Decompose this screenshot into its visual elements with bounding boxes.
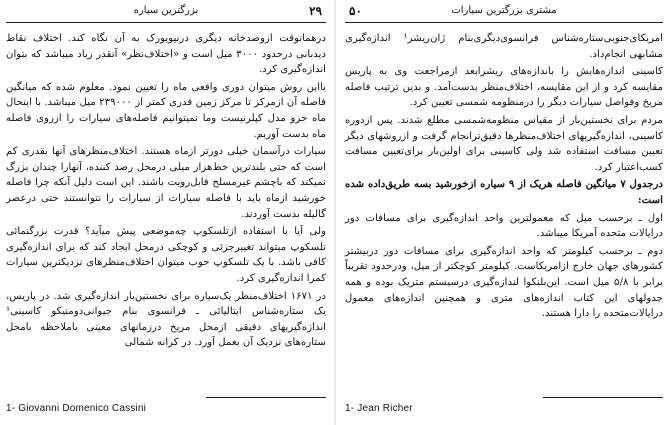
right-paragraph-6: دوم ـ برحسب کیلومتر که واحد اندازه‌گیری برای مسافات دور دربیشتر کشورهای جهان خارج ازامریکاست. کیلومتر کوچکتر از میل، ودرحدود تقریباً برابر با ۵/۸ میل است. این‌بلنکوا لندازه‌گیری درسیستم متریک بوده و همه جدولهای این کتاب اندازه‌های متری و همچنین اندازه‌های معمول درایالات‌متحده را دارا هستند. (345, 245, 663, 320)
left-paragraph-5: در ۱۶۷۱ اختلاف‌منظر یک‌سیاره برای نخستین‌بار اندازه‌گیری شد. در پاریس، یک ستاره‌شناس ایتالیائی ـ فرانسوی بنام جیوانی‌دومنیکو کاسینی¹ اندازه‌گیریهای دقیقی ازمحل مریخ درزمانهای معینی باملاحظه بامحل ستاره‌های نزدیک آن بعمل آورد. در کرانه شمالی (6, 290, 326, 349)
right-footnote-area (345, 397, 663, 421)
left-footnote-area (6, 397, 326, 421)
right-page-body (345, 31, 663, 322)
right-page-number: ۵۰ (349, 4, 362, 18)
left-running-head: بزرگترین سیاره (133, 5, 199, 16)
left-paragraph-2: بااین روش میتوان دوری واقعی ماه را تعیین نمود. معلوم شده که میانگین فاصله آن ازمرکز تا مرکز زمین قدری کمتر از ۲۳۹۰۰۰ میل میباشد. با اینحال ماه جزو مدل کپلرنیست وما نمیتوانیم فاصله‌های سیارات را ازروی فاصله ماه بدست آوریم. (6, 81, 326, 140)
right-paragraph-5: اول ـ برحسب میل که معمولترین واحد اندازه‌گیری برای مسافات دور درایالات متحده آمریکا میباشد. (345, 212, 663, 240)
left-footnote-rule (206, 397, 326, 398)
right-paragraph-4: درجدول ۷ میانگین فاصله هریک از ۹ سیاره ازخورشید بسه طریق‌داده شده است: (345, 178, 663, 206)
right-paragraph-1: امریکای‌جنوبی‌ستاره‌شناس فرانسوی‌دیگری‌بنام ژان‌ریشر¹ اندازه‌گیری مشابهی انجام‌داد. (345, 33, 663, 60)
left-footnote: 1- Giovanni Domenico Cassini (6, 403, 147, 414)
right-footnote-rule (543, 397, 663, 398)
right-page-header (345, 0, 663, 23)
left-page-body (6, 31, 326, 351)
right-running-head: مشتری بزرگترین سیارات (451, 5, 557, 16)
right-footnote: 1- Jean Richer (345, 403, 413, 414)
left-paragraph-4: ولی آیا با استفاده ازتلسکوپ چه‌موضعی پیش میآید؟ قدرت بزرگنمائی تلسکوپ میتواند تغییرجزئی و کوچکی درمحل ایجاد کند که برای اندازه‌گیری کافی باشد. با یک تلسکوپ خوب میتوان اختلاف‌منظرهای نزدیکترین سیارات کمرا اندازه‌گیری کرد. (6, 226, 326, 284)
left-page-header (6, 0, 326, 23)
left-page-number: ۲۹ (309, 4, 322, 18)
right-page (345, 0, 663, 425)
left-paragraph-3: سیارات درآسمان خیلی دورتر ازماه هستند. اختلاف‌منظرهای آنها بقدری کم است که حتی بلندترین خط‌هزار میلی درمحل رصد کننده، آنهارا چندان بزرگ نمیکند که باچشم غیرمسلح قابل‌رویت باشند. این است دلیل آنکه چرا فاصله خورشید ازماه باید با فاصله سیارات از سیارات را نتوانستند حتی درعصر گالیله بدست آوردند. (6, 146, 326, 220)
left-paragraph-1: درهمانوقت ازوصدخانه دیگری درنیویورک به آن نگاه کند. اختلاف نقاط دیدبانی درحدود ۳۰۰۰ میل است و «اختلاف‌نظر» آنقدر زیاد میباشد که بتوان اندازه‌گیری کرد. (6, 33, 326, 76)
left-page (6, 0, 326, 425)
right-paragraph-2: کاسینی اندازه‌هایش را باندازه‌های ریشرابعد ازمراجعت وی به پاریس مقایسه کرد و از این مقایسه، اختلاف‌منظر بدست‌آمد. و بدین ترتیب فاصله مریخ وفواصل سیارات دیگر را درمنظومه شمسی تعیین کرد. (345, 66, 663, 109)
page-gutter (334, 0, 336, 425)
right-paragraph-3: مردم برای نخستین‌بار از مقیاس منظومه‌شمسی مطلع شدند. پس ازدوره کاسینی، اندازه‌گیریهای اختلاف‌منظرها دقیق‌ترانجام گرفت و ازروشهای دیگر تعیین مسافت استفاده شد ولی کاسینی برای اولین‌بار برای‌تعیین مسافت کسب‌اعتبار کرد. (345, 114, 663, 173)
